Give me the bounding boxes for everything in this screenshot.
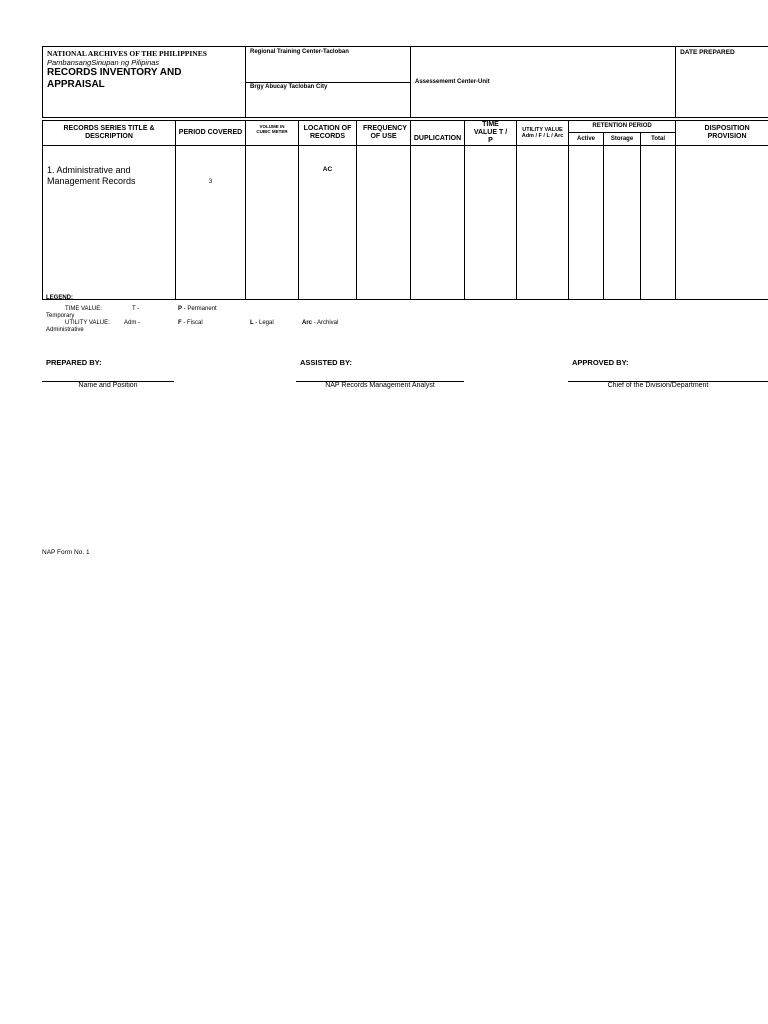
cell-total[interactable] bbox=[641, 146, 676, 300]
col-time-value: TIME VALUE T / P bbox=[465, 121, 517, 146]
legend-archival-code: Arc bbox=[302, 320, 313, 326]
col-utility-value bbox=[517, 121, 569, 146]
legend-fiscal-text: - Fiscal bbox=[181, 320, 203, 326]
cell-location[interactable]: AC bbox=[299, 146, 357, 300]
legend-fiscal-code: F bbox=[178, 320, 182, 326]
legend-permanent-text: - Permanent bbox=[182, 306, 217, 312]
assisted-by-label: ASSISTED BY: bbox=[300, 358, 352, 367]
agency-filipino-name: PambansangSinupan ng Pilipinas bbox=[47, 58, 160, 67]
legend-fiscal bbox=[178, 320, 203, 327]
prepared-by-label: PREPARED BY: bbox=[46, 358, 102, 367]
col-period-covered: PERIOD COVERED bbox=[176, 121, 246, 146]
office-address: Brgy Abucay Tacloban City bbox=[250, 84, 328, 90]
legend-title: LEGEND: bbox=[46, 295, 73, 301]
approved-by-caption: Chief of the Division/Department bbox=[607, 382, 709, 389]
legend-administrative: Administrative bbox=[46, 327, 84, 333]
cell-time-value[interactable] bbox=[465, 146, 517, 300]
col-total: Total bbox=[641, 132, 676, 145]
office-cell bbox=[246, 47, 411, 83]
unit-name: Assessememt Center-Unit bbox=[415, 79, 490, 85]
cell-duplication[interactable] bbox=[411, 146, 465, 300]
col-duplication: DUPLICATION bbox=[411, 121, 465, 146]
form-number: NAP Form No. 1 bbox=[42, 549, 90, 556]
form-title: RECORDS INVENTORY AND APPRAISAL bbox=[47, 67, 182, 90]
legend-temporary: Temporary bbox=[46, 313, 75, 319]
legend-permanent-code: P bbox=[178, 306, 183, 312]
col-frequency: FREQUENCY OF USE bbox=[357, 121, 411, 146]
agency-name: NATIONAL ARCHIVES OF THE PHILIPPINES bbox=[47, 49, 207, 58]
unit-cell bbox=[411, 47, 676, 118]
assisted-by-caption: NAP Records Management Analyst bbox=[325, 382, 435, 389]
cell-period[interactable]: 3 bbox=[176, 146, 246, 300]
col-disposition: DISPOSITION PROVISION bbox=[676, 121, 768, 146]
cell-frequency[interactable] bbox=[357, 146, 411, 300]
col-volume: VOLUME IN CUBIC METER bbox=[246, 121, 299, 146]
address-cell bbox=[246, 83, 411, 118]
inventory-form-table bbox=[42, 46, 768, 300]
cell-disposition[interactable] bbox=[676, 146, 768, 300]
legend-time-value-t: T - bbox=[132, 306, 140, 312]
legend-legal-code: L bbox=[250, 320, 254, 326]
cell-volume[interactable] bbox=[246, 146, 299, 300]
prepared-by-caption: Name and Position bbox=[78, 382, 138, 389]
cell-utility-value[interactable] bbox=[517, 146, 569, 300]
cell-series-title[interactable]: 1. Administrative and Management Records bbox=[43, 146, 176, 300]
legend-legal bbox=[250, 320, 274, 327]
legend-permanent bbox=[178, 306, 217, 313]
utility-value-label: UTILITY VALUE bbox=[522, 127, 563, 133]
date-prepared-cell[interactable] bbox=[676, 47, 768, 118]
utility-codes-label: Adm / F / L / Arc bbox=[521, 133, 564, 139]
legend-archival bbox=[302, 320, 338, 327]
col-series-title: RECORDS SERIES TITLE & DESCRIPTION bbox=[43, 121, 176, 146]
date-prepared-label: DATE PREPARED bbox=[680, 49, 735, 56]
cell-storage[interactable] bbox=[604, 146, 641, 300]
agency-header-cell bbox=[43, 47, 246, 118]
col-retention-period: RETENTION PERIOD bbox=[569, 121, 676, 133]
approved-by-label: APPROVED BY: bbox=[572, 358, 629, 367]
legend-archival-text: - Archival bbox=[312, 320, 339, 326]
col-location: LOCATION OF RECORDS bbox=[299, 121, 357, 146]
legend-utility-value-label: UTILITY VALUE: bbox=[65, 320, 110, 326]
col-storage: Storage bbox=[604, 132, 641, 145]
legend-adm: Adm - bbox=[124, 320, 141, 326]
cell-active[interactable] bbox=[569, 146, 604, 300]
col-active: Active bbox=[569, 132, 604, 145]
table-row bbox=[43, 146, 768, 300]
legend-time-value-label: TIME VALUE: bbox=[65, 306, 102, 312]
office-name: Regional Training Center-Tacloban bbox=[250, 49, 349, 55]
legend-legal-text: - Legal bbox=[253, 320, 274, 326]
